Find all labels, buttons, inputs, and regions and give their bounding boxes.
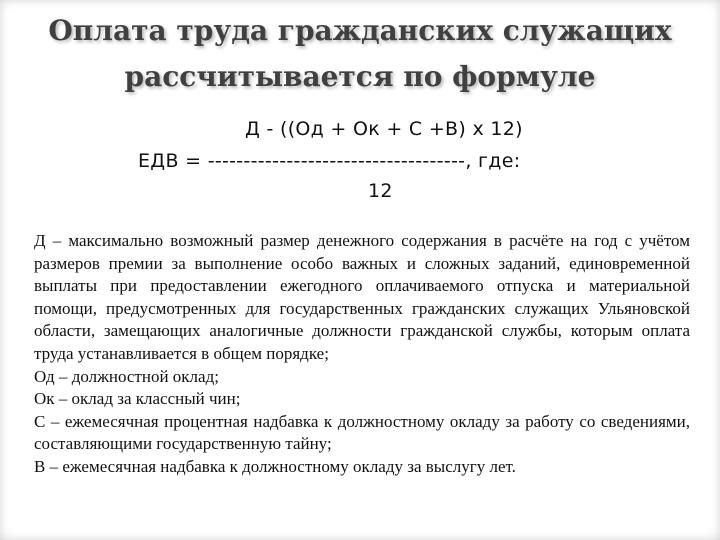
definition-d: Д – максимально возможный размер денежного содержания в расчёте на год с учётом размеров премии за выполнение особо важных и сложных заданий, единовременной выплаты при предоставлении ежегодного оплачиваемого отпуска и материальной помощи, предусмотренных для государственных гражданских служащих Ульяновской области, замещающих аналогичные должности гражданской службы, которым оплата труда устанавливается в общем порядке; (34, 231, 690, 363)
slide-title (20, 8, 700, 100)
definition-s: С – ежемесячная процентная надбавка к должностному окладу за работу со сведениями, составляющими государственную тайну; (34, 411, 690, 454)
formula-numerator: Д - ((Од + Ок + С +В) х 12) (245, 118, 523, 140)
definition-od: Од – должностной оклад; (34, 366, 219, 386)
formula-denominator: 12 (368, 180, 393, 202)
title-line-1: Оплата труда гражданских служащих (48, 14, 672, 47)
formula-left-side: ЕДВ = (138, 150, 208, 172)
formula-fraction-bar: ------------------------------------ (207, 150, 466, 172)
formula-main-line (138, 150, 520, 172)
definitions-list (34, 230, 690, 479)
formula-suffix: , где: (465, 150, 521, 172)
definition-ok: Ок – оклад за классный чин; (34, 389, 241, 409)
title-line-2: рассчитывается по формуле (124, 60, 596, 93)
definition-v: В – ежемесячная надбавка к должностному окладу за выслугу лет. (34, 456, 516, 476)
